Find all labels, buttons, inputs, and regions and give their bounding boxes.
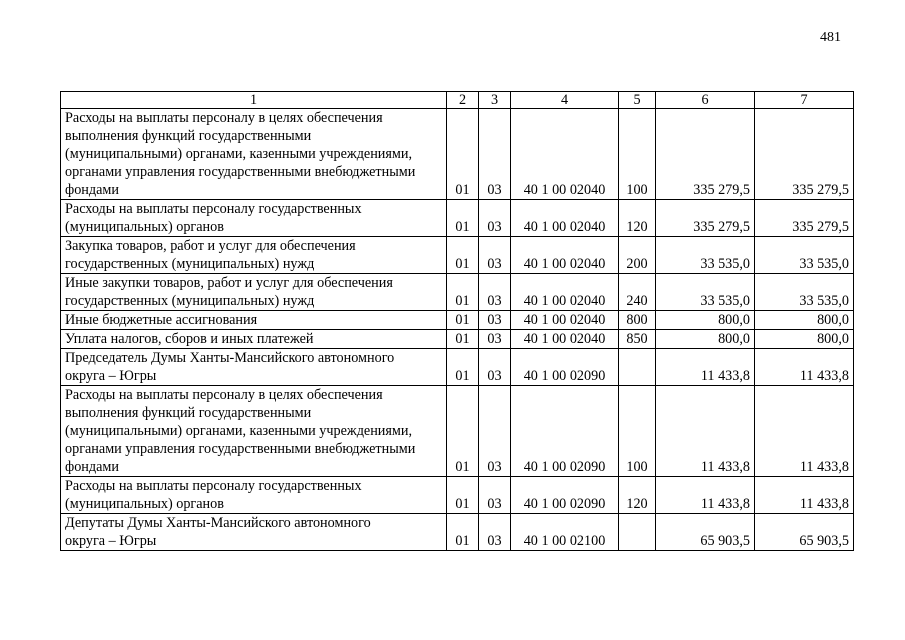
- target-article-code: 40 1 00 02100: [511, 514, 619, 551]
- subsection-code: 03: [479, 274, 511, 311]
- target-article-code: 40 1 00 02090: [511, 349, 619, 386]
- amount-year-1: 33 535,0: [656, 237, 755, 274]
- section-code: 01: [447, 311, 479, 330]
- subsection-code: 03: [479, 109, 511, 200]
- row-name-line: Расходы на выплаты персоналу в целях обеспечения: [65, 110, 383, 126]
- amount-year-1: 33 535,0: [656, 274, 755, 311]
- target-article-code: 40 1 00 02040: [511, 109, 619, 200]
- table-row: [61, 349, 854, 386]
- row-name-line: органами управления государственными внебюджетными: [65, 164, 416, 180]
- section-code: 01: [447, 349, 479, 386]
- page-number: 481: [820, 30, 841, 45]
- row-name-cell: [61, 386, 447, 477]
- section-code: 01: [447, 237, 479, 274]
- amount-year-2: 65 903,5: [755, 514, 854, 551]
- row-name-line: (муниципальных) органов: [65, 496, 224, 512]
- amount-year-1: 335 279,5: [656, 109, 755, 200]
- amount-year-2: 335 279,5: [755, 109, 854, 200]
- expense-type-code: 200: [619, 237, 656, 274]
- section-code: 01: [447, 200, 479, 237]
- budget-table: [60, 91, 854, 551]
- row-name-line: выполнения функций государственными: [65, 405, 312, 421]
- row-name-cell: [61, 109, 447, 200]
- row-name-cell: [61, 237, 447, 274]
- column-header: 2: [447, 92, 479, 109]
- expense-type-code: 850: [619, 330, 656, 349]
- row-name-line: Расходы на выплаты персоналу государственных: [65, 478, 362, 494]
- row-name-line: выполнения функций государственными: [65, 128, 312, 144]
- row-name-line: государственных (муниципальных) нужд: [65, 293, 315, 309]
- amount-year-1: 11 433,8: [656, 386, 755, 477]
- row-name-cell: [61, 200, 447, 237]
- row-name-line: (муниципальными) органами, казенными учреждениями,: [65, 423, 413, 439]
- subsection-code: 03: [479, 514, 511, 551]
- row-name-line: округа – Югры: [65, 368, 157, 384]
- section-code: 01: [447, 477, 479, 514]
- amount-year-2: 33 535,0: [755, 274, 854, 311]
- table-row: [61, 514, 854, 551]
- expense-type-code: 120: [619, 200, 656, 237]
- column-header: 6: [656, 92, 755, 109]
- amount-year-2: 11 433,8: [755, 349, 854, 386]
- row-name-cell: [61, 311, 447, 330]
- subsection-code: 03: [479, 237, 511, 274]
- row-name-cell: [61, 477, 447, 514]
- subsection-code: 03: [479, 311, 511, 330]
- expense-type-code: 240: [619, 274, 656, 311]
- target-article-code: 40 1 00 02040: [511, 330, 619, 349]
- expense-type-code: [619, 514, 656, 551]
- row-name-line: Закупка товаров, работ и услуг для обеспечения: [65, 238, 356, 254]
- subsection-code: 03: [479, 200, 511, 237]
- table-row: [61, 386, 854, 477]
- amount-year-2: 800,0: [755, 311, 854, 330]
- table-row: [61, 274, 854, 311]
- row-name-line: Уплата налогов, сборов и иных платежей: [65, 331, 314, 347]
- table-row: [61, 330, 854, 349]
- row-name-line: фондами: [65, 182, 119, 198]
- row-name-line: государственных (муниципальных) нужд: [65, 256, 315, 272]
- table-row: [61, 311, 854, 330]
- amount-year-1: 11 433,8: [656, 477, 755, 514]
- column-header: 4: [511, 92, 619, 109]
- amount-year-2: 11 433,8: [755, 386, 854, 477]
- target-article-code: 40 1 00 02040: [511, 311, 619, 330]
- row-name-cell: [61, 330, 447, 349]
- subsection-code: 03: [479, 477, 511, 514]
- table-row: [61, 477, 854, 514]
- row-name-line: Расходы на выплаты персоналу государственных: [65, 201, 362, 217]
- row-name-line: органами управления государственными внебюджетными: [65, 441, 416, 457]
- column-header: 7: [755, 92, 854, 109]
- row-name-line: (муниципальными) органами, казенными учреждениями,: [65, 146, 413, 162]
- row-name-line: Расходы на выплаты персоналу в целях обеспечения: [65, 387, 383, 403]
- target-article-code: 40 1 00 02040: [511, 237, 619, 274]
- section-code: 01: [447, 274, 479, 311]
- row-name-line: фондами: [65, 459, 119, 475]
- table-row: [61, 109, 854, 200]
- subsection-code: 03: [479, 386, 511, 477]
- row-name-line: Депутаты Думы Ханты-Мансийского автономного: [65, 515, 371, 531]
- amount-year-2: 11 433,8: [755, 477, 854, 514]
- amount-year-2: 335 279,5: [755, 200, 854, 237]
- amount-year-2: 800,0: [755, 330, 854, 349]
- amount-year-1: 800,0: [656, 311, 755, 330]
- column-header: 5: [619, 92, 656, 109]
- section-code: 01: [447, 514, 479, 551]
- table-row: [61, 200, 854, 237]
- expense-type-code: 800: [619, 311, 656, 330]
- row-name-line: Председатель Думы Ханты-Мансийского автономного: [65, 350, 395, 366]
- amount-year-2: 33 535,0: [755, 237, 854, 274]
- section-code: 01: [447, 330, 479, 349]
- column-header: 3: [479, 92, 511, 109]
- expense-type-code: [619, 349, 656, 386]
- target-article-code: 40 1 00 02090: [511, 477, 619, 514]
- row-name-line: (муниципальных) органов: [65, 219, 224, 235]
- row-name-cell: [61, 514, 447, 551]
- expense-type-code: 100: [619, 386, 656, 477]
- amount-year-1: 11 433,8: [656, 349, 755, 386]
- row-name-line: округа – Югры: [65, 533, 157, 549]
- expense-type-code: 100: [619, 109, 656, 200]
- amount-year-1: 65 903,5: [656, 514, 755, 551]
- amount-year-1: 335 279,5: [656, 200, 755, 237]
- table-row: [61, 237, 854, 274]
- target-article-code: 40 1 00 02090: [511, 386, 619, 477]
- header-row: [61, 92, 854, 109]
- row-name-line: Иные бюджетные ассигнования: [65, 312, 258, 328]
- section-code: 01: [447, 109, 479, 200]
- expense-type-code: 120: [619, 477, 656, 514]
- subsection-code: 03: [479, 330, 511, 349]
- target-article-code: 40 1 00 02040: [511, 274, 619, 311]
- subsection-code: 03: [479, 349, 511, 386]
- column-header: 1: [61, 92, 447, 109]
- section-code: 01: [447, 386, 479, 477]
- row-name-cell: [61, 349, 447, 386]
- amount-year-1: 800,0: [656, 330, 755, 349]
- row-name-line: Иные закупки товаров, работ и услуг для обеспечения: [65, 275, 393, 291]
- target-article-code: 40 1 00 02040: [511, 200, 619, 237]
- row-name-cell: [61, 274, 447, 311]
- table-body: [61, 92, 854, 551]
